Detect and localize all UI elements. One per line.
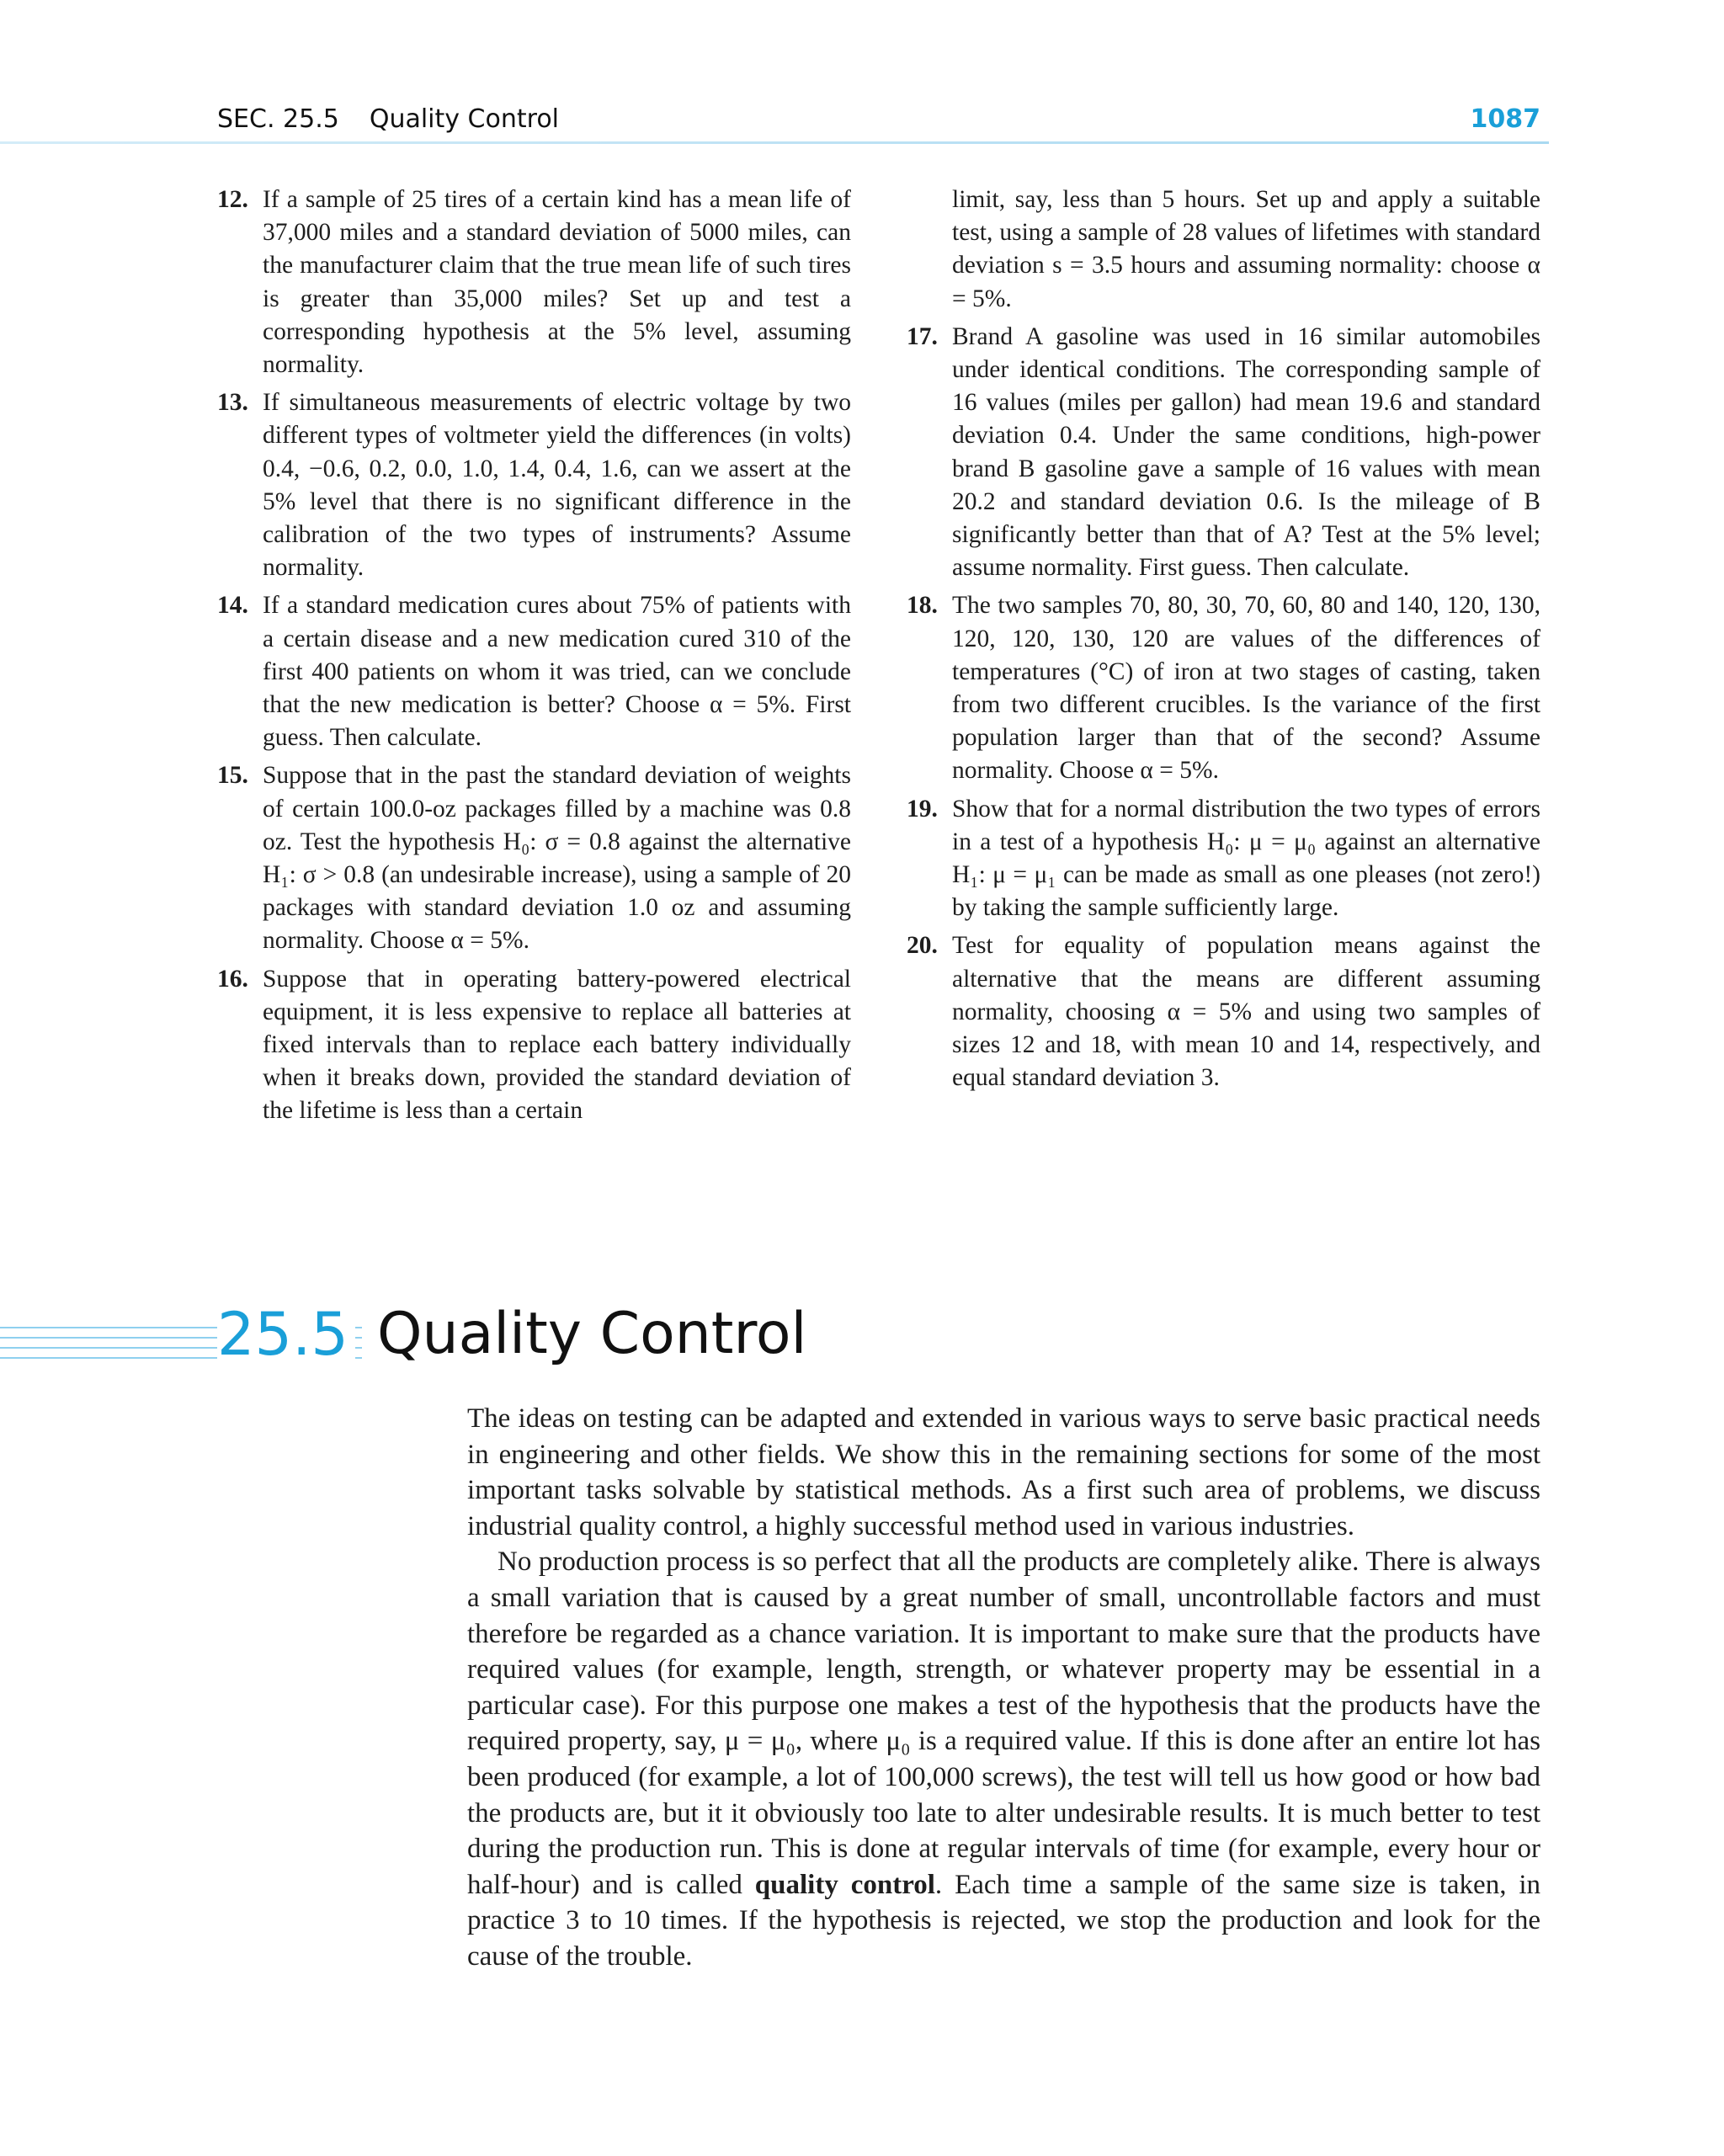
problem-item <box>217 963 851 1128</box>
running-head-rule <box>0 141 1549 144</box>
problem-item <box>907 793 1540 925</box>
problem-text: Suppose that in operating battery-powered electrical equipment, it is less expensive to replace all batteries at fixed intervals than to replace each battery individually when it breaks down, provided the standard deviation of the lifetime is less than a certain <box>263 965 851 1125</box>
section-title: Quality Control <box>377 1301 807 1367</box>
problem-number: 17. <box>907 322 938 350</box>
problem-16-continuation: limit, say, less than 5 hours. Set up and apply a suitable test, using a sample of 28 values of lifetimes with standard deviation s = 3.5 hours and assuming normality: choose α = 5%. <box>952 186 1540 312</box>
problem-item <box>907 321 1540 585</box>
body-text-run: No production process is so perfect that all the products are completely alike. There is always a small variation that is caused by a great number of small, uncontrollable factors and must therefore be regarded as a chance variation. It is important to make sure that the products have required values (for example, length, strength, or whatever property may be essential in a particular case). For this purpose one makes a test of the hypothesis that the products have the required property, say, μ = μ₀, where μ₀ is a required value. If this is done after an entire lot has been produced (for example, a lot of 100,000 screws), the test will tell us how good or how bad the products are, but it it obviously too late to alter undesirable results. It is much better to test during the production run. This is done at regular intervals of time (for example, every hour or half-hour) and is called <box>467 1546 1540 1900</box>
section-number: 25.5 <box>217 1296 355 1372</box>
running-head-section: SEC. 25.5 <box>217 104 339 134</box>
running-head <box>0 99 1724 143</box>
problem-number: 16. <box>217 965 248 993</box>
problem-number: 13. <box>217 389 248 417</box>
problem-text: Suppose that in the past the standard deviation of weights of certain 100.0-oz packages filled by a machine was 0.8 oz. Test the hypothesis H₀: σ = 0.8 against the alternative H₁: σ > 0.8 (an undesirable increase), using a sample of 20 packages with standard deviation 1.0 oz and assuming normality. Choose α = 5%. <box>263 762 851 955</box>
problem-item <box>907 589 1540 787</box>
section-heading <box>0 1296 1724 1372</box>
running-head-left <box>217 104 559 134</box>
problem-item <box>217 184 851 381</box>
problem-text: If a standard medication cures about 75% of patients with a certain disease and a new medication cured 310 of the first 400 patients on whom it was tried, can we conclude that the new medication is better? Choose α = 5%. First guess. Then calculate. <box>263 592 851 752</box>
problem-number: 15. <box>217 762 248 790</box>
problem-text: Show that for a normal distribution the two types of errors in a test of a hypothesis H₀: μ = μ₀ against an alternative H₁: μ = μ₁ can be made as small as one pleases (not zero!) by taking the sample sufficiently large. <box>952 795 1540 922</box>
page-number: 1087 <box>1470 104 1540 134</box>
body-text-run: . Each time a sample of the same size is taken, in practice 3 to 10 times. If the hypothesis is rejected, we stop the production and look for the cause of the trouble. <box>467 1869 1540 1972</box>
problem-number: 14. <box>217 592 248 620</box>
problem-item <box>217 589 851 754</box>
problem-text: If simultaneous measurements of electric voltage by two different types of voltmeter yield the differences (in volts) 0.4, −0.6, 0.2, 0.0, 1.0, 1.4, 0.4, 1.6, can we assert at the 5% level that there is no significant difference in the calibration of the two types of instruments? Assume normality. <box>263 389 851 582</box>
problem-item <box>217 386 851 584</box>
problem-number: 18. <box>907 592 938 620</box>
problem-text: If a sample of 25 tires of a certain kind has a mean life of 37,000 miles and a standard deviation of 5000 miles, can the manufacturer claim that the true mean life of such tires is greater than 35,000 miles? Set up and test a corresponding hypothesis at the 5% level, assuming normality. <box>263 186 851 379</box>
problem-number: 12. <box>217 186 248 213</box>
problem-item <box>907 929 1540 1094</box>
quality-control-term: quality control <box>754 1869 935 1900</box>
problem-number: 20. <box>907 932 938 960</box>
problems-right-column <box>907 184 1540 1099</box>
section-body <box>467 1401 1540 1975</box>
body-paragraph <box>467 1544 1540 1974</box>
problem-text: Brand A gasoline was used in 16 similar automobiles under identical conditions. The corresponding sample of 16 values (miles per gallon) had mean 19.6 and standard deviation 0.4. Under the same conditions, high-power brand B gasoline gave a sample of 16 values with mean 20.2 and standard deviation 0.6. Is the mileage of B significantly better than that of A? Test at the 5% level; assume normality. First guess. Then calculate. <box>952 322 1540 582</box>
running-head-title: Quality Control <box>369 104 560 134</box>
body-paragraph: The ideas on testing can be adapted and extended in various ways to serve basic practical needs in engineering and other fields. We show this in the remaining sections for some of the most important tasks solvable by statistical methods. As a first such area of problems, we discuss industrial quality control, a highly successful method used in various industries. <box>467 1403 1540 1541</box>
problem-text: The two samples 70, 80, 30, 70, 60, 80 and 140, 120, 130, 120, 120, 130, 120 are values of the differences of temperatures (°C) of iron at two stages of casting, taken from two different crucibles. Is the variance of the first population larger than that of the second? Assume normality. Choose α = 5%. <box>952 592 1540 785</box>
problem-item <box>217 759 851 957</box>
problem-text: Test for equality of population means against the alternative that the means are different assuming normality, choosing α = 5% and using two samples of sizes 12 and 18, with mean 10 and 14, respectively, and equal standard deviation 3. <box>952 932 1540 1092</box>
problem-number: 19. <box>907 795 938 822</box>
problems-left-column <box>217 184 851 1133</box>
